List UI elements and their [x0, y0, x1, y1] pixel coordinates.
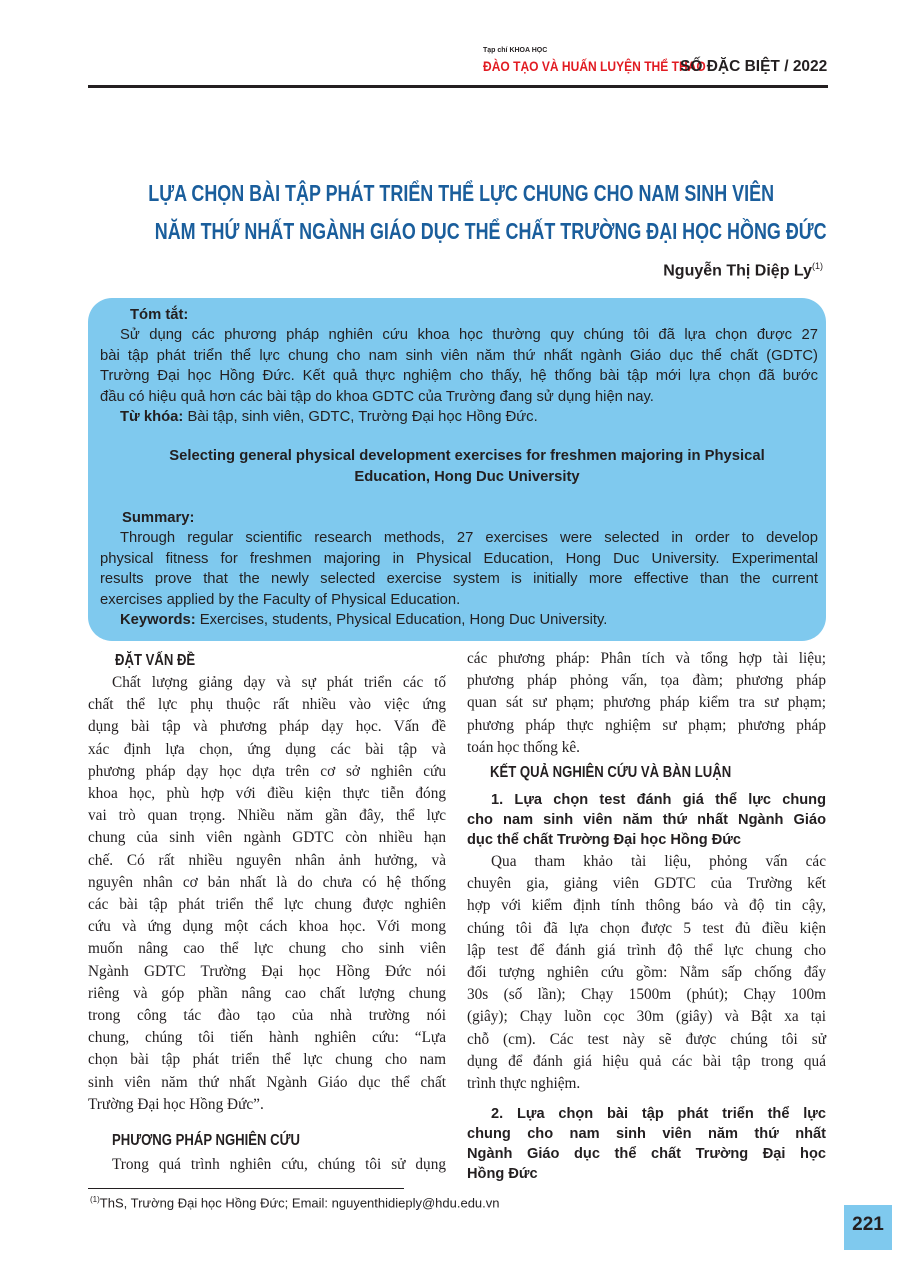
results-paragraph: Qua tham khảo tài liệu, phỏng vấn các chuyên gia, giảng viên GDTC của Trường kết hợp với kiểm định tính thông báo và độ tin cậy, chúng tôi đã lựa chọn được 5 test đủ điều kiện lập test để đánh giá trình độ thể lực chung cho đối tượng nghiên cứu gồm: Nằm sấp chống đẩy 30s (số lần); Chạy 1500m (phút); Chạy 100m (giây); Chạy luồn cọc 30m (giây) và Bật xa tại chỗ (cm). Các test này sẽ được chúng tôi sử dụng để đánh giá hiệu quả các bài tập trong quá trình thực nghiệm.	[467, 853, 826, 1093]
abstract-en: Through regular scientific research methods, 27 exercises were selected in order to develop physical fitness for freshmen majoring in Physical Education, Hong Duc University. Experimental results prove that the newly selected exercise system is initially more effective than the current exercises applied by the Faculty of Physical Education. Keywords: Exercises, students, Physical Education, Hong Duc University.	[100, 530, 818, 628]
heading-methods: PHƯƠNG PHÁP NGHIÊN CỨU	[112, 1132, 300, 1149]
footnote: $^{(1)}$ThS, Trường Đại học Hồng Đức; Email: nguyenthidieply@hdu.edu.vn	[90, 1195, 500, 1211]
subheading-2: 2. Lựa chọn bài tập phát triển thể lực chung cho nam sinh viên năm thứ nhất Ngành Giáo dục thể chất Trường Đại học Hồng Đức	[467, 1106, 826, 1182]
header-rule	[88, 85, 828, 88]
author: Nguyễn Thị Diệp Ly$^{(1)}$	[663, 261, 823, 280]
journal-subtitle: Tạp chí KHOA HỌC	[483, 47, 548, 54]
heading-introduction: ĐẶT VẤN ĐỀ	[115, 652, 196, 669]
footnote-rule	[88, 1188, 404, 1189]
abstract-vi: Sử dụng các phương pháp nghiên cứu khoa học thường quy chúng tôi đã lựa chọn được 27 bài tập phát triển thể lực chung cho nam sinh viên năm thứ nhất ngành Giáo dục thể chất (GDTC) Trường Đại học Hồng Đức. Kết quả thực nghiệm cho thấy, hệ thống bài tập mới lựa chọn đã bước đầu có hiệu quả hơn các bài tập do khoa GDTC của Trường đang sử dụng hiện nay. Từ khóa: Bài tập, sinh viên, GDTC, Trường Đại học Hồng Đức.	[100, 327, 818, 425]
page-number: 221	[852, 1214, 884, 1235]
english-title: Selecting general physical development exercises for freshmen majoring in Physical Education, Hong Duc University	[169, 448, 765, 485]
methods-list: các phương pháp: Phân tích và tổng hợp tài liệu; phương pháp phỏng vấn, tọa đàm; phương pháp quan sát sư phạm; phương pháp kiểm tra sư phạm; phương pháp thực nghiệm sư phạm; phương pháp toán học thống kê.	[467, 650, 826, 756]
article-title-line-1: LỰA CHỌN BÀI TẬP PHÁT TRIỂN THỂ LỰC CHUNG CHO NAM SINH VIÊN	[148, 180, 775, 206]
keywords-en-label: Keywords:	[120, 612, 196, 628]
article-title-line-2: NĂM THỨ NHẤT NGÀNH GIÁO DỤC THỂ CHẤT TRƯỜNG ĐẠI HỌC HỒNG ĐỨC	[154, 218, 827, 244]
abstract-label: Tóm tắt:	[130, 307, 189, 323]
summary-label: Summary:	[122, 510, 195, 526]
keywords-label: Từ khóa:	[120, 409, 184, 425]
methods-paragraph: Trong quá trình nghiên cứu, chúng tôi sử dụng	[112, 1156, 446, 1173]
intro-paragraph: Chất lượng giảng dạy và sự phát triển các tố chất thể lực phụ thuộc rất nhiều vào việc ứng dụng bài tập và phương pháp dạy học. Vấn đề xác định lựa chọn, ứng dụng các bài tập và phương pháp dạy học dựa trên cơ sở nghiên cứu khoa học, phù hợp với điều kiện thực tiễn đóng vai trò quan trọng. Nhiều năm gần đây, thể lực chung của sinh viên ngành GDTC còn nhiều hạn chế. Có rất nhiều nguyên nhân ảnh hưởng, và nguyên nhân cơ bản nhất là do chưa có hệ thống các bài tập phát triển thể lực chung được nghiên cứu và ứng dụng một cách khoa học. Với mong muốn nâng cao thể lực chung cho sinh viên Ngành GDTC Trường Đại học Hồng Đức nói riêng và góp phần nâng cao chất lượng chung trong công tác đào tạo của nhà trường nói chung, chúng tôi tiến hành nghiên cứu: “Lựa chọn bài tập phát triển thể lực chung cho nam sinh viên năm thứ nhất Ngành Giáo dục thể chất Trường Đại học Hồng Đức”.	[88, 674, 446, 1113]
heading-results: KẾT QUẢ NGHIÊN CỨU VÀ BÀN LUẬN	[490, 764, 732, 781]
issue-label: SỐ ĐẶC BIỆT / 2022	[680, 58, 828, 75]
journal-name: ĐÀO TẠO VÀ HUẤN LUYỆN THỂ THAO	[483, 58, 706, 74]
subheading-1: 1. Lựa chọn test đánh giá thể lực chung cho nam sinh viên năm thứ nhất Ngành Giáo dục thể chất Trường Đại học Hồng Đức	[467, 792, 826, 848]
